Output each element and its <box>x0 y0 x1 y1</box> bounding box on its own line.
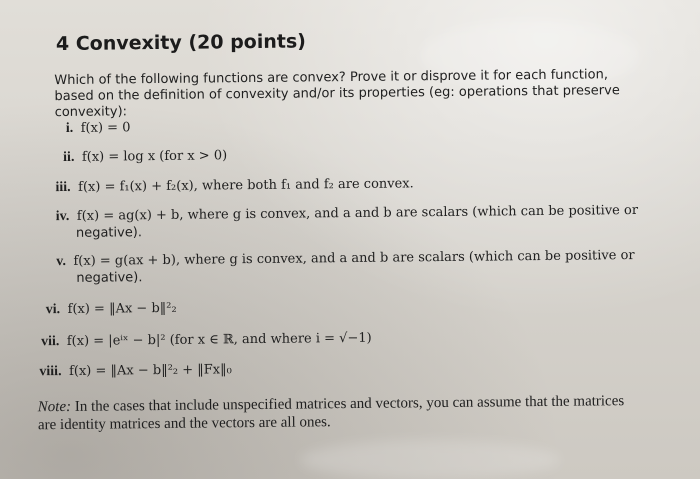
list-item <box>63 147 227 166</box>
item-text: f(x) = 0 <box>80 120 131 136</box>
item-text: f(x) = log x (for x > 0) <box>81 148 228 165</box>
item-label: vii. <box>40 334 60 350</box>
item-text: f(x) = ‖Ax − b‖²₂ <box>67 300 177 317</box>
item-label: vi. <box>45 302 61 318</box>
item-label: v. <box>56 253 67 270</box>
note-label: Note: <box>37 398 72 416</box>
item-text: f(x) = ag(x) + b, where g is convex, and a and b are scalars (which can be positive or <box>76 202 639 224</box>
item-text: f(x) = f₁(x) + f₂(x), where both f₁ and f₂ are convex. <box>78 176 414 195</box>
list-item <box>56 247 646 287</box>
item-text: f(x) = g(ax + b), where g is convex, and a and b are scalars (which can be positive or <box>73 248 635 269</box>
list-item <box>56 202 646 242</box>
item-label: i. <box>65 120 74 136</box>
item-label: iii. <box>55 179 71 196</box>
list-item <box>46 300 177 318</box>
item-label: viii. <box>39 364 62 380</box>
item-text: f(x) = ‖Ax − b‖²₂ + ‖Fx‖₀ <box>68 362 232 379</box>
item-label: iv. <box>55 208 70 225</box>
note-text: In the cases that include unspecified matrices and vectors, you can assume that the matrices are identity matrices and the vectors are all ones. <box>37 393 625 434</box>
item-text: f(x) = |eⁱˣ − b|² (for x ∈ ℝ, and where i = √−1) <box>66 330 372 349</box>
section-heading: 4 Convexity (20 points) <box>55 30 307 56</box>
note-paragraph <box>38 392 638 434</box>
list-item <box>41 330 372 350</box>
list-item <box>66 119 131 137</box>
list-item <box>39 361 232 380</box>
item-label: ii. <box>63 149 75 165</box>
item-continuation: negative). <box>76 270 143 286</box>
question-intro: Which of the following functions are convex? Prove it or disprove it for each function, based on the definition of convexity and/or its properties (eg: operations that preserve convexity): <box>54 67 620 121</box>
item-continuation: negative). <box>75 225 143 241</box>
list-item <box>55 175 413 196</box>
